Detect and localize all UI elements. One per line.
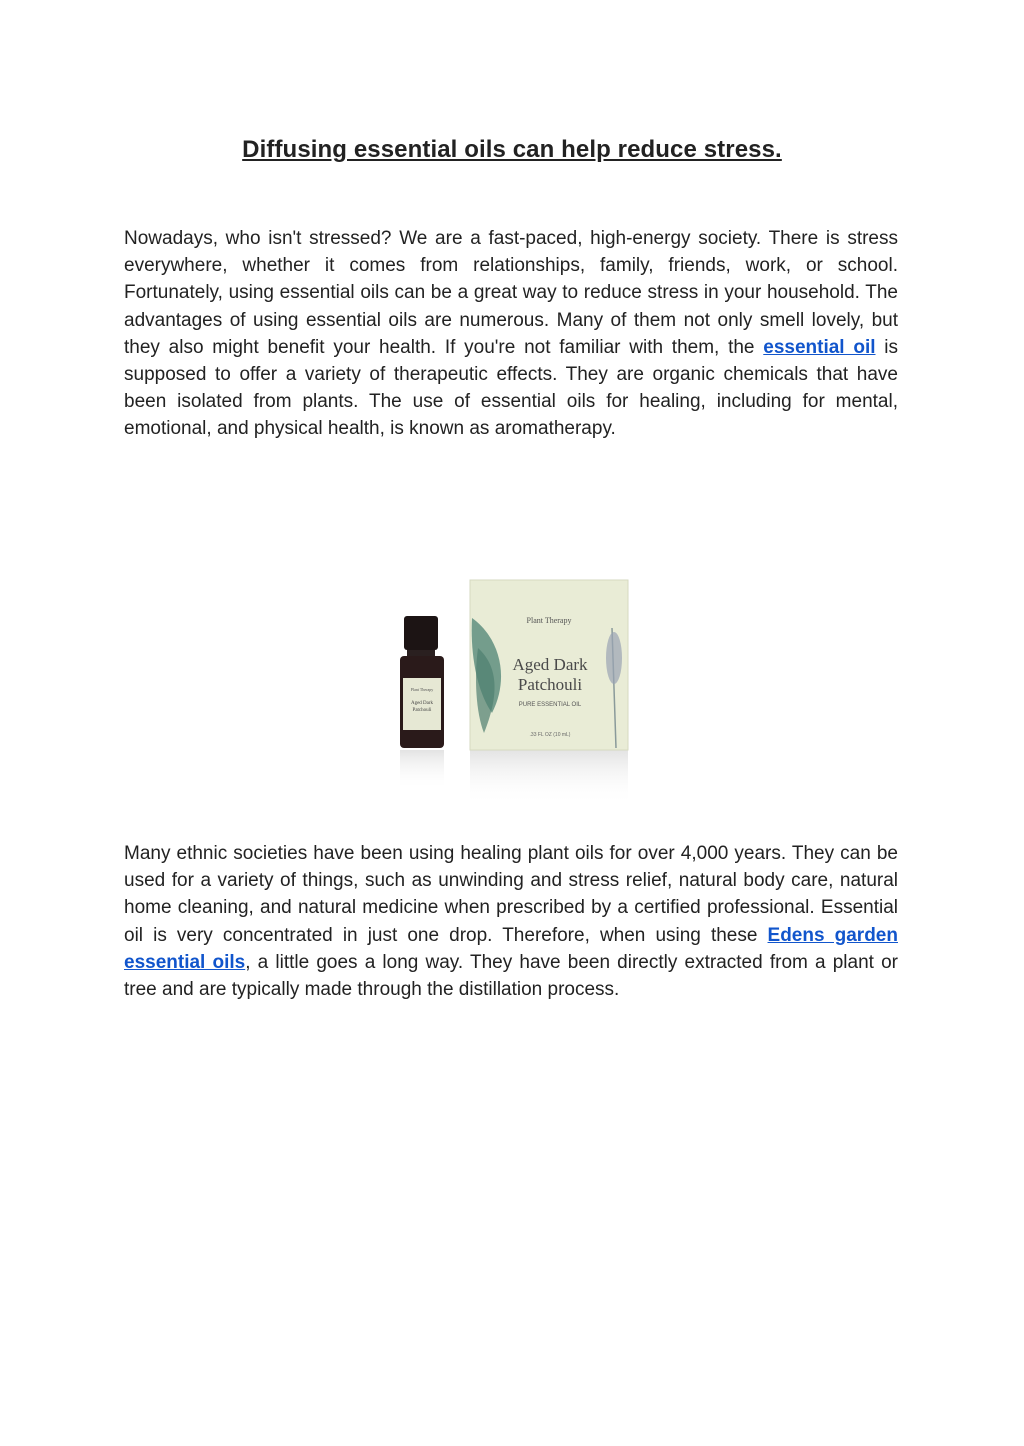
bottle-label-line2: Patchouli <box>412 708 432 713</box>
paragraph-intro-text-after: is supposed to offer a variety of therapeutic effects. They are organic chemicals that have been isolated from plants. The use of essential oils for healing, including for mental, emotional, and physical health, is known as aromatherapy. <box>124 336 898 440</box>
box-product-line2: Patchouli <box>517 675 583 694</box>
bottle-reflection <box>400 750 444 790</box>
product-illustration <box>360 528 690 828</box>
paragraph-history-text-before: Many ethnic societies have been using healing plant oils for over 4,000 years. They can be used for a variety of things, such as unwinding and stress relief, natural body care, natural home cleaning, and natural medicine when prescribed by a certified professional. Essential oil is very concentrated in just one drop. Therefore, when using these <box>124 843 898 946</box>
box-reflection <box>470 750 628 805</box>
product-image <box>360 528 690 828</box>
paragraph-intro-text-before: Nowadays, who isn't stressed? We are a fast-paced, high-energy society. There is stress everywhere, whether it comes from relationships, family, friends, work, or school. Fortunately, using essential oils can be a great way to reduce stress in your household. The advantages of using essential oils are numerous. Many of them not only smell lovely, but they also might benefit your health. If you're not familiar with them, the <box>124 228 898 358</box>
box-volume: .33 FL OZ (10 mL) <box>529 732 571 738</box>
essential-oil-link[interactable]: essential oil <box>763 336 876 358</box>
bottle-neck <box>407 650 435 656</box>
box-product-line1: Aged Dark <box>512 655 588 674</box>
edens-garden-link[interactable]: Edens garden essential oils <box>124 924 898 973</box>
paragraph-history <box>124 840 898 1003</box>
box-brand: Plant Therapy <box>526 616 572 625</box>
bottle-label-brand: Plant Therapy <box>410 687 434 692</box>
page-title: Diffusing essential oils can help reduce stress. <box>242 136 782 163</box>
bottle-label-line1: Aged Dark <box>410 701 434 706</box>
bottle-cap <box>404 616 438 650</box>
paragraph-history-text-after: , a little goes a long way. They have been directly extracted from a plant or tree and are typically made through the distillation process. <box>124 951 898 1001</box>
paragraph-intro <box>124 225 898 443</box>
flower-icon <box>606 632 622 684</box>
box-subtitle: PURE ESSENTIAL OIL <box>518 702 582 708</box>
